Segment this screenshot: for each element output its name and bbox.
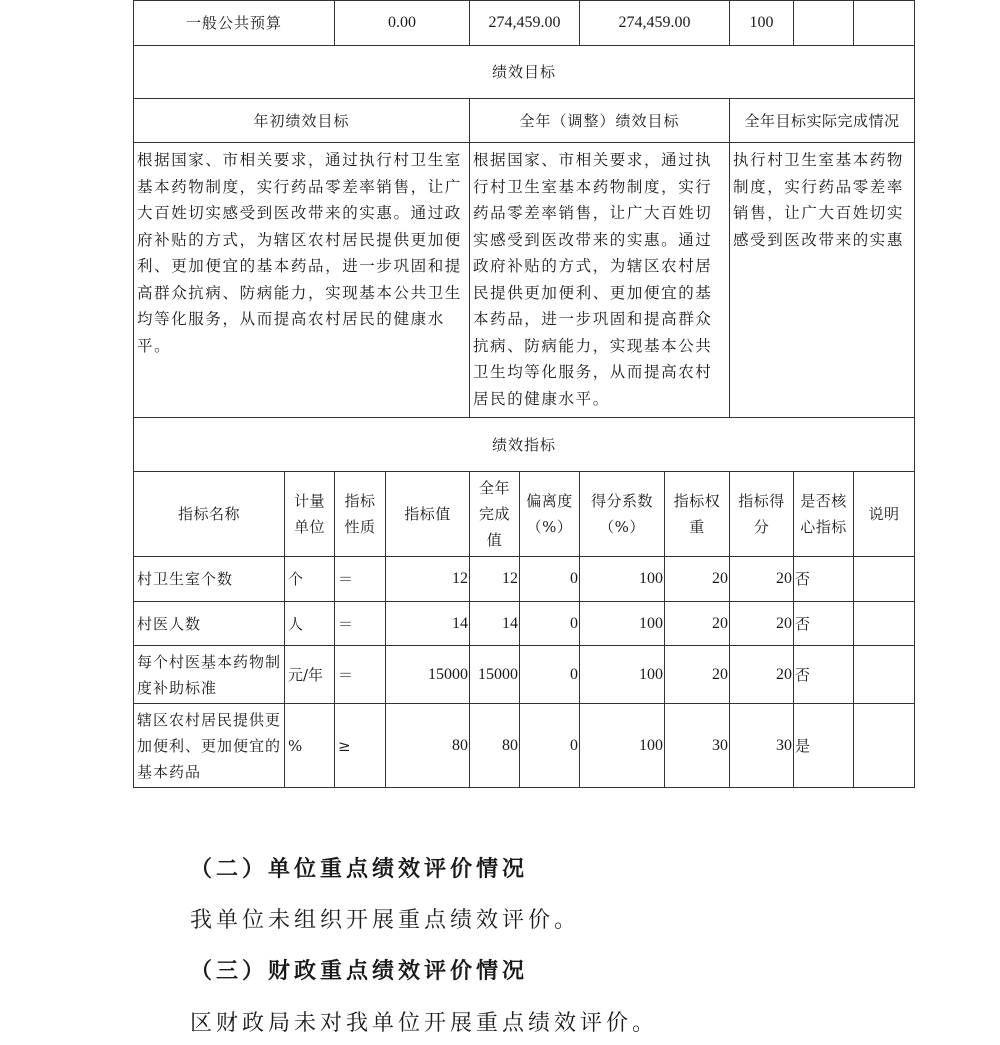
indicator-cell-actual: 80 (469, 703, 520, 788)
indicator-header-actual: 全年完成值 (469, 471, 520, 557)
indicator-cell-deviation: 0 (519, 703, 580, 788)
indicators-section-title: 绩效指标 (133, 417, 915, 472)
goals-initial-content: 根据国家、市相关要求，通过执行村卫生室基本药物制度，实行药品零差率销售，让广大百姓切实感受到医改带来的实惠。通过政府补贴的方式，为辖区农村居民提供更加便利、更加便宜的基本药品，进一步巩固和提高群众抗病、防病能力，实现基本公共卫生均等化服务，从而提高农村居民的健康水平。 (137, 151, 462, 355)
full-year-budget: 274,459.00 (469, 0, 580, 46)
goals-initial-text (133, 142, 470, 418)
budget-label: 一般公共预算 (133, 0, 335, 46)
indicator-cell-note (853, 703, 915, 788)
indicator-cell-note (853, 556, 915, 602)
indicator-cell-note (853, 645, 915, 704)
indicator-header-core: 是否核心指标 (793, 471, 854, 557)
indicator-cell-actual: 12 (469, 556, 520, 602)
indicator-cell-score: 20 (729, 601, 794, 646)
indicator-cell-name: 村医人数 (133, 601, 285, 646)
indicator-cell-coef: 100 (579, 556, 665, 602)
indicator-cell-note (853, 601, 915, 646)
section-text-3: 区财政局未对我单位开展重点绩效评价。 (190, 1011, 659, 1036)
indicator-cell-deviation: 0 (519, 645, 580, 704)
budget-extra-2 (853, 0, 915, 46)
indicator-cell-name: 村卫生室个数 (133, 556, 285, 602)
indicator-cell-nature: ＝ (334, 601, 386, 646)
indicator-header-nature: 指标性质 (334, 471, 386, 557)
indicator-cell-deviation: 0 (519, 601, 580, 646)
initial-budget: 0.00 (334, 0, 470, 46)
section-text-2: 我单位未组织开展重点绩效评价。 (190, 908, 581, 933)
indicator-header-unit: 计量单位 (284, 471, 335, 557)
indicator-cell-coef: 100 (579, 703, 665, 788)
indicator-cell-target: 14 (385, 601, 470, 646)
indicator-cell-score: 20 (729, 645, 794, 704)
budget-score-weight: 100 (729, 0, 794, 46)
goals-actual-text (729, 142, 915, 418)
goals-adjusted-text (469, 142, 730, 418)
indicator-cell-unit: 人 (284, 601, 335, 646)
goals-section-title: 绩效目标 (133, 45, 915, 99)
indicator-cell-coef: 100 (579, 601, 665, 646)
indicator-cell-score: 30 (729, 703, 794, 788)
indicator-header-coef: 得分系数（%） (579, 471, 665, 557)
indicator-cell-coef: 100 (579, 645, 665, 704)
indicator-cell-weight: 20 (664, 645, 730, 704)
indicator-cell-core: 是 (793, 703, 854, 788)
indicator-cell-unit: 元/年 (284, 645, 335, 704)
indicator-cell-target: 12 (385, 556, 470, 602)
indicator-cell-nature: ≥ (334, 703, 386, 788)
goals-header-adjusted: 全年（调整）绩效目标 (469, 98, 730, 143)
indicator-cell-nature: ＝ (334, 556, 386, 602)
indicator-cell-weight: 30 (664, 703, 730, 788)
section-heading-2: （二）单位重点绩效评价情况 (190, 856, 529, 882)
execution-amount: 274,459.00 (579, 0, 730, 46)
indicator-cell-unit: % (284, 703, 335, 788)
goals-actual-content: 执行村卫生室基本药物制度，实行药品零差率销售，让广大百姓切实感受到医改带来的实惠 (733, 151, 905, 249)
indicator-cell-target: 80 (385, 703, 470, 788)
budget-extra-1 (793, 0, 854, 46)
indicator-cell-name: 辖区农村居民提供更加便利、更加便宜的基本药品 (133, 703, 285, 788)
indicator-header-name: 指标名称 (133, 471, 285, 557)
indicator-cell-weight: 20 (664, 601, 730, 646)
indicator-cell-unit: 个 (284, 556, 335, 602)
goals-header-actual: 全年目标实际完成情况 (729, 98, 915, 143)
indicator-header-deviation: 偏离度（%） (519, 471, 580, 557)
indicator-cell-core: 否 (793, 556, 854, 602)
indicator-header-note: 说明 (853, 471, 915, 557)
indicator-cell-weight: 20 (664, 556, 730, 602)
goals-header-initial: 年初绩效目标 (133, 98, 470, 143)
indicator-header-score: 指标得分 (729, 471, 794, 557)
indicator-cell-name: 每个村医基本药物制度补助标准 (133, 645, 285, 704)
goals-adjusted-content: 根据国家、市相关要求，通过执行村卫生室基本药物制度，实行药品零差率销售，让广大百姓切实感受到医改带来的实惠。通过政府补贴的方式，为辖区农村居民提供更加便利、更加便宜的基本药品，进一步巩固和提高群众抗病、防病能力，实现基本公共卫生均等化服务，从而提高农村居民的健康水平。 (473, 151, 713, 408)
indicator-cell-target: 15000 (385, 645, 470, 704)
indicator-cell-core: 否 (793, 645, 854, 704)
indicator-cell-actual: 14 (469, 601, 520, 646)
indicator-cell-core: 否 (793, 601, 854, 646)
indicator-cell-deviation: 0 (519, 556, 580, 602)
indicator-cell-nature: ＝ (334, 645, 386, 704)
indicator-header-target: 指标值 (385, 471, 470, 557)
indicator-header-weight: 指标权重 (664, 471, 730, 557)
indicator-cell-score: 20 (729, 556, 794, 602)
indicator-cell-actual: 15000 (469, 645, 520, 704)
section-heading-3: （三）财政重点绩效评价情况 (190, 958, 529, 984)
